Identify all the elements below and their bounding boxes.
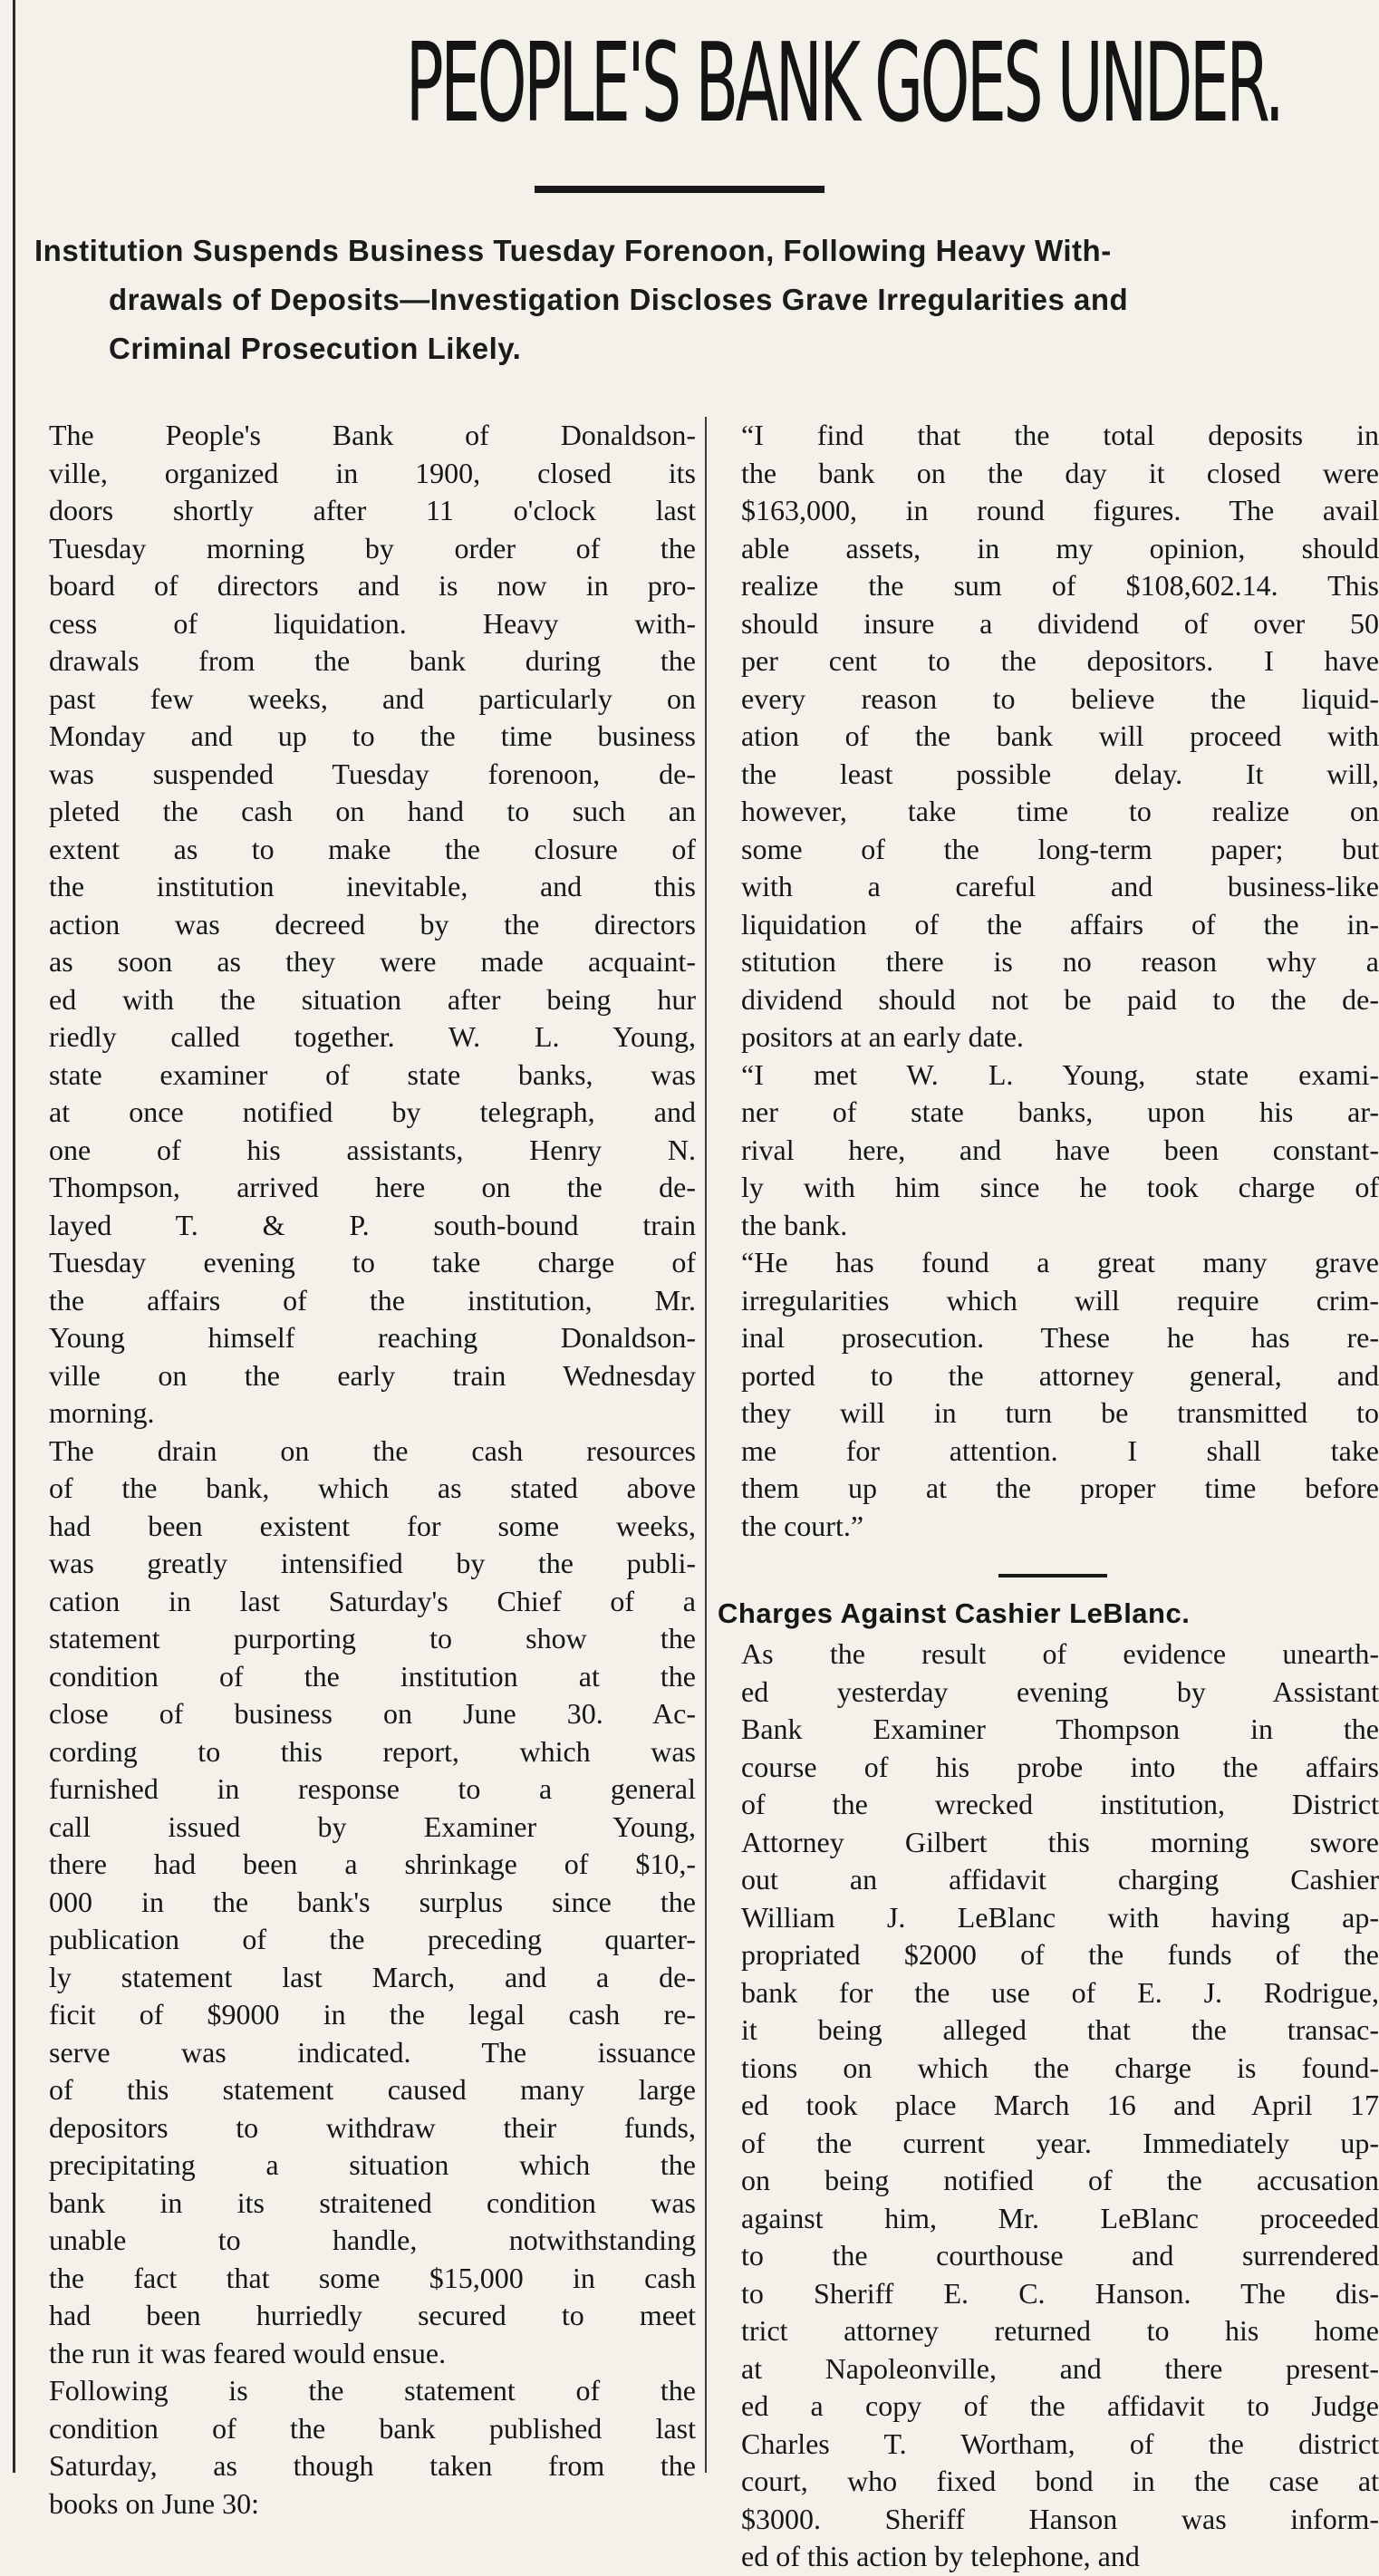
text-line: realize the sum of $108,602.14. This	[741, 569, 1379, 602]
text-line: was greatly intensified by the publi-	[49, 1547, 696, 1579]
text-line: inal prosecution. These he has re-	[741, 1321, 1379, 1354]
text-line: had been hurriedly secured to meet	[49, 2299, 696, 2331]
text-line: out an affidavit charging Cashier	[741, 1863, 1379, 1896]
subheadline-line: Institution Suspends Business Tuesday Forenoon, Following Heavy With-	[34, 234, 1112, 267]
text-line: me for attention. I shall take	[741, 1433, 1379, 1467]
text-line: The drain on the cash resources	[49, 1433, 696, 1467]
text-line: Attorney Gilbert this morning swore	[741, 1825, 1379, 1858]
text-line: tions on which the charge is found-	[741, 2050, 1379, 2084]
text-line: at once notified by telegraph, and	[49, 1095, 696, 1128]
text-line: ly statement last March, and a de-	[49, 1960, 696, 1993]
text-line: able assets, in my opinion, should	[741, 531, 1379, 564]
text-line: “He has found a great many grave	[741, 1246, 1379, 1278]
text-line: morning.	[49, 1396, 155, 1429]
subheadline	[34, 227, 1357, 373]
text-line: William J. LeBlanc with having ap-	[741, 1900, 1379, 1934]
text-line: board of directors and is now in pro-	[49, 569, 696, 602]
text-line: condition of the bank published last	[49, 2411, 696, 2445]
text-line: Young himself reaching Donaldson-	[49, 1321, 696, 1354]
article-paragraph	[25, 417, 696, 1433]
text-line: the fact that some $15,000 in cash	[49, 2261, 696, 2294]
text-line: the bank.	[741, 1208, 848, 1241]
text-line: it being alleged that the transac-	[741, 2013, 1379, 2046]
text-line: riedly called together. W. L. Young,	[49, 1020, 696, 1053]
text-line: past few weeks, and particularly on	[49, 681, 696, 715]
text-line: of the bank, which as stated above	[49, 1471, 696, 1504]
article-paragraph	[718, 1244, 1379, 1545]
text-line: bank for the use of E. J. Rodrigue,	[741, 1975, 1379, 2009]
text-line: at Napoleonville, and there present-	[741, 2351, 1379, 2385]
text-line: books on June 30:	[49, 2486, 259, 2520]
text-line: ville on the early train Wednesday	[49, 1358, 696, 1392]
text-line: Saturday, as though taken from the	[49, 2449, 696, 2482]
text-line: depositors to withdraw their funds,	[49, 2110, 696, 2144]
text-line: state examiner of state banks, was	[49, 1057, 696, 1091]
page-edge-rule	[13, 0, 15, 2473]
article-paragraph	[718, 1635, 1379, 2576]
text-line: Monday and up to the time business	[49, 719, 696, 752]
text-line: to the courthouse and surrendered	[741, 2239, 1379, 2272]
text-line: Following is the statement of the	[49, 2374, 696, 2407]
text-line: however, take time to realize on	[741, 795, 1379, 827]
text-line: ed yesterday evening by Assistant	[741, 1674, 1379, 1708]
text-line: ly with him since he took charge of	[741, 1171, 1379, 1203]
text-line: ed took place March 16 and April 17	[741, 2089, 1379, 2121]
text-line: pleted the cash on hand to such an	[49, 795, 696, 827]
text-line: as soon as they were made acquaint-	[49, 945, 696, 978]
left-column	[25, 417, 696, 2520]
text-line: liquidation of the affairs of the in-	[741, 907, 1379, 941]
subheadline-line: drawals of Deposits—Investigation Discloses Grave Irregularities and	[109, 283, 1129, 316]
text-line: “I find that the total deposits in	[741, 419, 1379, 451]
text-line: ed with the situation after being hur	[49, 982, 696, 1016]
text-line: trict attorney returned to his home	[741, 2314, 1379, 2347]
text-line: they will in turn be transmitted to	[741, 1396, 1379, 1429]
text-line: dividend should not be paid to the de-	[741, 982, 1379, 1016]
text-line: every reason to believe the liquid-	[741, 681, 1379, 715]
text-line: the least possible delay. It will,	[741, 757, 1379, 790]
text-line: Tuesday morning by order of the	[49, 531, 696, 564]
text-line: call issued by Examiner Young,	[49, 1809, 696, 1843]
text-line: court, who fixed bond in the case at	[741, 2465, 1379, 2497]
text-line: cation in last Saturday's Chief of a	[49, 1584, 696, 1617]
text-line: ported to the attorney general, and	[741, 1358, 1379, 1392]
text-line: rival here, and have been constant-	[741, 1133, 1379, 1166]
text-line: propriated $2000 of the funds of the	[741, 1938, 1379, 1971]
text-line: there had been a shrinkage of $10,-	[49, 1848, 696, 1880]
text-line: “I met W. L. Young, state exami-	[741, 1057, 1379, 1091]
text-line: the court.”	[741, 1509, 864, 1542]
text-line: doors shortly after 11 o'clock last	[49, 494, 696, 526]
text-line: condition of the institution at the	[49, 1659, 696, 1693]
text-line: to Sheriff E. C. Hanson. The dis-	[741, 2276, 1379, 2310]
text-line: positors at an early date.	[741, 1020, 1024, 1053]
text-line: ation of the bank will proceed with	[741, 719, 1379, 752]
text-line: against him, Mr. LeBlanc proceeded	[741, 2201, 1379, 2234]
article-paragraph	[25, 1433, 696, 2373]
subheadline-line: Criminal Prosecution Likely.	[109, 332, 522, 365]
text-line: Thompson, arrived here on the de-	[49, 1171, 696, 1203]
text-line: should insure a dividend of over 50	[741, 606, 1379, 640]
section-heading: Charges Against Cashier LeBlanc.	[718, 1597, 1191, 1629]
text-line: close of business on June 30. Ac-	[49, 1697, 696, 1730]
text-line: stitution there is no reason why a	[741, 945, 1379, 978]
text-line: cording to this report, which was	[49, 1734, 696, 1768]
text-line: of the current year. Immediately up-	[741, 2126, 1379, 2159]
text-line: the institution inevitable, and this	[49, 870, 696, 902]
text-line: unable to handle, notwithstanding	[49, 2224, 696, 2256]
text-line: statement purporting to show the	[49, 1622, 696, 1655]
text-line: action was decreed by the directors	[49, 907, 696, 941]
text-line: Bank Examiner Thompson in the	[741, 1713, 1379, 1745]
article-paragraph	[718, 417, 1379, 1056]
headline: PEOPLE'S BANK GOES UNDER.	[405, 21, 1282, 147]
column-separator	[705, 417, 707, 2473]
text-line: on being notified of the accusation	[741, 2164, 1379, 2196]
text-line: drawals from the bank during the	[49, 644, 696, 677]
right-column-top	[718, 417, 1379, 1545]
text-line: precipitating a situation which the	[49, 2148, 696, 2181]
text-line: ville, organized in 1900, closed its	[49, 456, 696, 489]
text-line: of the wrecked institution, District	[741, 1788, 1379, 1820]
text-line: was suspended Tuesday forenoon, de-	[49, 757, 696, 790]
text-line: serve was indicated. The issuance	[49, 2035, 696, 2069]
text-line: cess of liquidation. Heavy with-	[49, 606, 696, 640]
section-divider	[998, 1574, 1107, 1577]
text-line: furnished in response to a general	[49, 1772, 696, 1805]
text-line: bank in its straitened condition was	[49, 2185, 696, 2219]
text-line: layed T. & P. south-bound train	[49, 1208, 696, 1241]
text-line: some of the long-term paper; but	[741, 832, 1379, 865]
text-line: with a careful and business-like	[741, 870, 1379, 902]
text-line: the affairs of the institution, Mr.	[49, 1283, 696, 1317]
text-line: course of his probe into the affairs	[741, 1750, 1379, 1783]
text-line: 000 in the bank's surplus since the	[49, 1885, 696, 1918]
text-line: had been existent for some weeks,	[49, 1509, 696, 1542]
text-line: ficit of $9000 in the legal cash re-	[49, 1998, 696, 2031]
text-line: ner of state banks, upon his ar-	[741, 1095, 1379, 1128]
text-line: Charles T. Wortham, of the district	[741, 2426, 1379, 2460]
text-line: $163,000, in round figures. The avail	[741, 494, 1379, 526]
text-line: the bank on the day it closed were	[741, 456, 1379, 489]
text-line: $3000. Sheriff Hanson was inform-	[741, 2502, 1379, 2535]
article-paragraph	[718, 1056, 1379, 1245]
right-column-bottom	[718, 1635, 1379, 2576]
text-line: of this statement caused many large	[49, 2073, 696, 2106]
text-line: Tuesday evening to take charge of	[49, 1246, 696, 1278]
text-line: the run it was feared would ensue.	[49, 2336, 447, 2369]
right-column	[718, 417, 1379, 2572]
article-paragraph	[25, 2372, 696, 2523]
headline-rule	[535, 186, 825, 193]
text-line: irregularities which will require crim-	[741, 1283, 1379, 1317]
text-line: The People's Bank of Donaldson-	[49, 419, 696, 451]
text-line: them up at the proper time before	[741, 1471, 1379, 1504]
text-line: one of his assistants, Henry N.	[49, 1133, 696, 1166]
text-line: ed of this action by telephone, and	[741, 2540, 1140, 2572]
text-line: per cent to the depositors. I have	[741, 644, 1379, 677]
text-line: As the result of evidence unearth-	[741, 1637, 1379, 1670]
text-line: extent as to make the closure of	[49, 832, 696, 865]
text-line: publication of the preceding quarter-	[49, 1923, 696, 1955]
text-line: ed a copy of the affidavit to Judge	[741, 2389, 1379, 2422]
